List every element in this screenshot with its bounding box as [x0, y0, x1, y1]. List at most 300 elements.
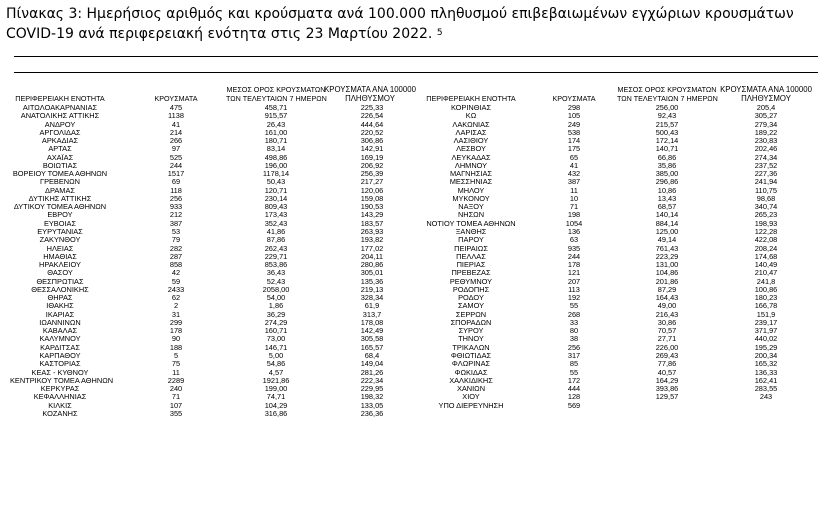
- cell-avg7d: 120,71: [264, 185, 288, 195]
- cell-region: ΑΧΑΪΑΣ: [46, 152, 74, 162]
- table-row: [0, 121, 833, 129]
- table-row: [0, 129, 833, 137]
- table-row: [0, 319, 833, 327]
- cell-region: ΝΗΣΩΝ: [457, 210, 485, 220]
- cell-cases: 31: [171, 309, 181, 319]
- table-row: [0, 269, 833, 277]
- cell-region: ΔΡΑΜΑΣ: [45, 185, 75, 195]
- table-row: [0, 410, 833, 418]
- cell-region: ΑΡΚΑΔΙΑΣ: [41, 136, 79, 146]
- cell-region: ΝΑΞΟΥ: [458, 202, 484, 212]
- cell-avg7d: 140,14: [655, 210, 679, 220]
- cell-region: ΧΙΟΥ: [462, 392, 480, 402]
- cell-region: ΙΚΑΡΙΑΣ: [45, 309, 75, 319]
- cell-region: ΙΩΑΝΝΙΝΩΝ: [39, 317, 81, 327]
- cell-per100k: 313,7: [362, 309, 382, 319]
- cell-avg7d: 164,29: [655, 375, 679, 385]
- cell-region: ΑΡΓΟΛΙΔΑΣ: [39, 127, 81, 137]
- table-row: [0, 245, 833, 253]
- table-row: [0, 228, 833, 236]
- cell-per100k: 174,68: [754, 251, 778, 261]
- cell-cases: 432: [567, 169, 581, 179]
- header-avg-right-line2: ΤΩΝ ΤΕΛΕΥΤΑΙΩΝ 7 ΗΜΕΡΩΝ: [617, 94, 718, 103]
- cell-per100k: 136,33: [754, 367, 778, 377]
- table-row: [0, 360, 833, 368]
- cell-cases: 55: [569, 301, 579, 311]
- cell-avg7d: 915,57: [264, 111, 288, 121]
- cell-cases: 59: [171, 276, 181, 286]
- cell-region: ΓΡΕΒΕΝΩΝ: [40, 177, 80, 187]
- cell-region: ΛΑΚΩΝΙΑΣ: [452, 119, 490, 129]
- cell-cases: 33: [569, 317, 579, 327]
- cell-avg7d: 196,00: [264, 160, 288, 170]
- cell-cases: 118: [170, 185, 182, 195]
- header-per100k-right-line1: ΚΡΟΥΣΜΑΤΑ ΑΝΑ 100000: [720, 85, 812, 94]
- cell-avg7d: 26,43: [266, 119, 286, 129]
- table-row: [0, 187, 833, 195]
- cell-avg7d: 54,00: [266, 293, 286, 303]
- cell-region: ΚΟΡΙΝΘΙΑΣ: [450, 103, 492, 112]
- cell-avg7d: 4,57: [268, 367, 284, 377]
- cell-per100k: 219,13: [360, 284, 384, 294]
- cell-per100k: 183,57: [360, 218, 384, 228]
- cell-cases: 65: [569, 152, 579, 162]
- cell-region: ΡΕΘΥΜΝΟΥ: [449, 276, 493, 286]
- cell-per100k: 226,54: [360, 111, 384, 121]
- table-row: [0, 369, 833, 377]
- cell-region: ΑΝΑΤΟΛΙΚΗΣ ΑΤΤΙΚΗΣ: [20, 111, 100, 121]
- cell-cases: 172: [567, 375, 581, 385]
- cell-avg7d: 296,86: [655, 177, 679, 187]
- cell-region: ΣΥΡΟΥ: [458, 326, 484, 336]
- cell-avg7d: 180,71: [264, 136, 288, 146]
- cell-region: ΚΕΑΣ - ΚΥΘΝΟΥ: [31, 367, 89, 377]
- cell-cases: 69: [171, 177, 181, 187]
- cell-region: ΚΑΣΤΟΡΙΑΣ: [39, 359, 81, 369]
- cell-region: ΔΥΤΙΚΟΥ ΤΟΜΕΑ ΑΘΗΝΩΝ: [13, 202, 107, 212]
- cell-avg7d: 41,86: [266, 226, 286, 236]
- caption-text: Πίνακας 3: Ημερήσιος αριθμός και κρούσματα ανά 100.000 πληθυσμού επιβεβαιωμένων εγχώριων κρουσμάτων COVID-19 ανά περιφερειακή ενότητα στις 23 Μαρτίου 2022.: [6, 6, 794, 42]
- cell-cases: 113: [568, 284, 580, 294]
- cell-per100k: 281,26: [360, 367, 384, 377]
- cell-avg7d: 201,86: [655, 276, 679, 286]
- cell-cases: 207: [567, 276, 581, 286]
- cell-per100k: 198,93: [754, 218, 778, 228]
- cell-avg7d: 385,00: [655, 169, 679, 179]
- cell-avg7d: 66,86: [657, 152, 677, 162]
- cell-cases: 444: [567, 384, 581, 394]
- cell-cases: 1138: [168, 111, 184, 121]
- cell-per100k: 166,78: [754, 301, 778, 311]
- cell-cases: 174: [567, 136, 581, 146]
- cell-cases: 62: [171, 293, 181, 303]
- cell-avg7d: 809,43: [264, 202, 288, 212]
- cell-avg7d: 50,43: [266, 177, 286, 187]
- cell-cases: 858: [169, 260, 183, 270]
- cell-avg7d: 104,86: [655, 268, 679, 278]
- cell-avg7d: 68,57: [657, 202, 677, 212]
- table-row: [0, 393, 833, 401]
- cell-avg7d: 87,29: [657, 284, 677, 294]
- cell-cases: 11: [172, 367, 180, 377]
- cell-avg7d: 172,14: [655, 136, 679, 146]
- cell-per100k: 274,34: [754, 152, 778, 162]
- table-row: [0, 162, 833, 170]
- cell-avg7d: 10,86: [657, 185, 677, 195]
- cell-cases: 299: [169, 317, 183, 327]
- cell-avg7d: 498,86: [264, 152, 288, 162]
- cell-avg7d: 125,00: [655, 226, 679, 236]
- cell-cases: 178: [567, 260, 581, 270]
- cell-avg7d: 161,00: [264, 127, 288, 137]
- cell-avg7d: 223,29: [655, 251, 679, 261]
- table-row: [0, 327, 833, 335]
- cell-cases: 268: [567, 309, 581, 319]
- table-row: [0, 335, 833, 343]
- cell-per100k: 305,01: [360, 268, 384, 278]
- cell-cases: 317: [567, 350, 581, 360]
- cell-cases: 2289: [167, 375, 185, 385]
- cell-cases: 71: [569, 202, 579, 212]
- cell-avg7d: 226,00: [655, 342, 679, 352]
- cell-cases: 249: [567, 119, 581, 129]
- cell-cases: 256: [169, 193, 183, 203]
- table-row: [0, 253, 833, 261]
- cell-avg7d: 129,57: [655, 392, 679, 402]
- cell-region: ΤΗΝΟΥ: [458, 334, 484, 344]
- table-row: [0, 211, 833, 219]
- cell-cases: 105: [567, 111, 581, 121]
- header-per100k-left-line1: ΚΡΟΥΣΜΑΤΑ ΑΝΑ 100000: [324, 85, 416, 94]
- cell-avg7d: 2058,00: [262, 284, 290, 294]
- cell-per100k: 239,17: [754, 317, 778, 327]
- cell-region: ΣΑΜΟΥ: [457, 301, 485, 311]
- cell-avg7d: 884,14: [655, 218, 679, 228]
- table-row: [0, 286, 833, 294]
- cell-region: ΞΑΝΘΗΣ: [455, 226, 487, 236]
- cell-region: ΠΕΙΡΑΙΩΣ: [454, 243, 488, 253]
- cell-region: ΚΕΡΚΥΡΑΣ: [40, 384, 80, 394]
- cell-avg7d: 5,00: [268, 350, 284, 360]
- cell-per100k: 61,9: [364, 301, 380, 311]
- header-cases-right: ΚΡΟΥΣΜΑΤΑ: [552, 94, 596, 103]
- cell-avg7d: 1,86: [268, 301, 284, 311]
- cell-per100k: 110,75: [754, 185, 778, 195]
- cell-cases: 244: [567, 251, 581, 261]
- table-row: [0, 203, 833, 211]
- cell-cases: 107: [169, 400, 183, 410]
- cell-per100k: 159,08: [360, 193, 384, 203]
- header-avg-left-line2: ΤΩΝ ΤΕΛΕΥΤΑΙΩΝ 7 ΗΜΕΡΩΝ: [226, 94, 327, 103]
- cell-cases: 75: [171, 359, 181, 369]
- cell-per100k: 210,47: [754, 268, 778, 278]
- cell-per100k: 140,49: [754, 260, 778, 270]
- header-avg-left: [226, 85, 326, 103]
- cell-cases: 2: [173, 301, 179, 311]
- table-row: [0, 145, 833, 153]
- cell-avg7d: 52,43: [266, 276, 286, 286]
- cell-per100k: 280,86: [360, 260, 384, 270]
- table-row: [0, 352, 833, 360]
- cell-region: ΠΙΕΡΙΑΣ: [456, 260, 486, 270]
- cell-avg7d: 131,00: [655, 260, 679, 270]
- cell-per100k: 227,36: [754, 169, 778, 179]
- cell-avg7d: 70,57: [657, 326, 677, 336]
- cell-per100k: 208,24: [754, 243, 778, 253]
- cell-per100k: 225,33: [360, 103, 384, 112]
- cell-region: ΑΡΤΑΣ: [48, 144, 72, 154]
- table-row: [0, 104, 833, 112]
- cell-per100k: 230,83: [754, 136, 778, 146]
- table-row: [0, 377, 833, 385]
- table-row: [0, 236, 833, 244]
- cell-per100k: 222,34: [360, 375, 384, 385]
- cell-per100k: 422,08: [754, 235, 778, 245]
- second-rule: [14, 72, 818, 73]
- header-per100k-right: [716, 85, 816, 103]
- cell-region: ΚΑΒΑΛΑΣ: [42, 326, 78, 336]
- cell-per100k: 236,36: [360, 408, 384, 418]
- header-avg-right: [617, 85, 717, 103]
- cell-per100k: 444,64: [360, 119, 384, 129]
- cell-region: ΜΕΣΣΗΝΙΑΣ: [449, 177, 493, 187]
- cell-region: ΒΟΡΕΙΟΥ ΤΟΜΕΑ ΑΘΗΝΩΝ: [12, 169, 108, 179]
- cell-per100k: 263,93: [360, 226, 384, 236]
- cell-avg7d: 30,86: [657, 317, 677, 327]
- cell-per100k: 202,46: [754, 144, 778, 154]
- cell-cases: 5: [173, 350, 179, 360]
- cell-avg7d: 274,29: [264, 317, 288, 327]
- cell-avg7d: 49,14: [657, 235, 677, 245]
- cell-region: ΜΥΚΟΝΟΥ: [452, 193, 490, 203]
- cell-cases: 282: [169, 243, 183, 253]
- cell-cases: 38: [569, 334, 579, 344]
- cell-cases: 41: [569, 160, 579, 170]
- cell-cases: 10: [569, 193, 579, 203]
- cell-cases: 97: [171, 144, 181, 154]
- cell-cases: 175: [567, 144, 581, 154]
- cell-per100k: 177,02: [360, 243, 384, 253]
- cell-avg7d: 1921,86: [262, 375, 290, 385]
- cell-avg7d: 146,71: [264, 342, 288, 352]
- cell-per100k: 229,95: [360, 384, 384, 394]
- cell-per100k: 178,08: [360, 317, 384, 327]
- cell-region: ΚΟΖΑΝΗΣ: [42, 408, 78, 418]
- cell-per100k: 193,82: [360, 235, 384, 245]
- cell-per100k: 198,32: [360, 392, 384, 402]
- cell-region: ΛΗΜΝΟΥ: [454, 160, 488, 170]
- cell-region: ΣΠΟΡΑΔΩΝ: [450, 317, 492, 327]
- cell-cases: 178: [169, 326, 183, 336]
- cell-cases: 71: [171, 392, 181, 402]
- cell-region: ΚΕΝΤΡΙΚΟΥ ΤΟΜΕΑ ΑΘΗΝΩΝ: [10, 375, 114, 385]
- cell-per100k: 243: [759, 392, 773, 402]
- cell-region: ΘΑΣΟΥ: [47, 268, 73, 278]
- cell-cases: 188: [169, 342, 183, 352]
- cell-avg7d: 761,43: [655, 243, 679, 253]
- cell-avg7d: 54,86: [266, 359, 286, 369]
- cell-per100k: 68,4: [364, 350, 380, 360]
- cell-region: ΦΘΙΩΤΙΔΑΣ: [450, 350, 492, 360]
- cell-avg7d: 269,43: [655, 350, 679, 360]
- cell-cases: 192: [567, 293, 581, 303]
- cell-cases: 240: [169, 384, 183, 394]
- cell-avg7d: 393,86: [655, 384, 679, 394]
- cell-avg7d: 140,71: [655, 144, 679, 154]
- cell-cases: 525: [169, 152, 183, 162]
- cell-per100k: 328,34: [360, 293, 384, 303]
- cell-cases: 266: [169, 136, 183, 146]
- cell-avg7d: 13,43: [657, 193, 677, 203]
- cell-per100k: 195,29: [754, 342, 778, 352]
- table-row: [0, 170, 833, 178]
- cell-per100k: 151,9: [756, 309, 776, 319]
- cell-cases: 1054: [565, 218, 583, 228]
- cell-per100k: 122,28: [754, 226, 778, 236]
- cell-per100k: 256,39: [360, 169, 384, 179]
- cell-region: ΗΛΕΙΑΣ: [46, 243, 74, 253]
- cell-region: ΗΜΑΘΙΑΣ: [43, 251, 77, 261]
- cell-per100k: 190,53: [360, 202, 384, 212]
- cell-cases: 475: [169, 103, 183, 112]
- cell-avg7d: 40,57: [657, 367, 677, 377]
- cell-cases: 387: [567, 177, 581, 187]
- cell-cases: 136: [567, 226, 581, 236]
- cell-region: ΧΑΝΙΩΝ: [456, 384, 486, 394]
- header-per100k-right-line2: ΠΛΗΘΥΣΜΟΥ: [741, 94, 791, 103]
- cell-avg7d: 83,14: [266, 144, 286, 154]
- table-row: [0, 402, 833, 410]
- cell-region: ΕΒΡΟΥ: [47, 210, 73, 220]
- cell-region: ΛΕΥΚΑΔΑΣ: [451, 152, 491, 162]
- cell-avg7d: 316,86: [264, 408, 288, 418]
- cell-avg7d: 36,29: [266, 309, 286, 319]
- header-per100k-left: [320, 85, 420, 103]
- cell-avg7d: 73,00: [266, 334, 286, 344]
- cell-cases: 244: [169, 160, 183, 170]
- cell-region: ΝΟΤΙΟΥ ΤΟΜΕΑ ΑΘΗΝΩΝ: [426, 218, 516, 228]
- header-region-left: ΠΕΡΙΦΕΡΕΙΑΚΗ ΕΝΟΤΗΤΑ: [15, 94, 105, 103]
- cell-cases: 121: [567, 268, 581, 278]
- cell-per100k: 283,55: [754, 384, 778, 394]
- cell-per100k: 165,32: [754, 359, 778, 369]
- cell-per100k: 142,91: [360, 144, 384, 154]
- cell-region: ΜΑΓΝΗΣΙΑΣ: [450, 169, 492, 179]
- cell-avg7d: 229,71: [264, 251, 288, 261]
- cell-per100k: 100,86: [754, 284, 778, 294]
- cell-region: ΗΡΑΚΛΕΙΟΥ: [39, 260, 81, 270]
- cell-region: ΜΗΛΟΥ: [457, 185, 485, 195]
- cell-region: ΘΕΣΠΡΩΤΙΑΣ: [36, 276, 84, 286]
- cell-per100k: 142,49: [360, 326, 384, 336]
- cell-per100k: 305,58: [360, 334, 384, 344]
- cell-avg7d: 216,43: [655, 309, 679, 319]
- cell-per100k: 189,22: [754, 127, 778, 137]
- cell-per100k: 265,23: [754, 210, 778, 220]
- cell-region: ΘΗΡΑΣ: [47, 293, 73, 303]
- cell-per100k: 200,34: [754, 350, 778, 360]
- cell-region: ΠΑΡΟΥ: [458, 235, 484, 245]
- cell-avg7d: 1178,14: [262, 169, 290, 179]
- table-row: [0, 261, 833, 269]
- table-body: [0, 104, 833, 418]
- cell-per100k: 279,34: [754, 119, 778, 129]
- cell-per100k: 306,86: [360, 136, 384, 146]
- cell-avg7d: 500,43: [655, 127, 679, 137]
- cell-per100k: 165,57: [360, 342, 384, 352]
- cell-per100k: 135,36: [360, 276, 384, 286]
- table-row: [0, 278, 833, 286]
- cell-cases: 128: [567, 392, 581, 402]
- cell-per100k: 217,27: [360, 177, 384, 187]
- top-rule: [14, 56, 818, 57]
- cell-cases: 569: [567, 400, 581, 410]
- table-row: [0, 137, 833, 145]
- cell-cases: 287: [169, 251, 183, 261]
- cell-region: ΧΑΛΚΙΔΙΚΗΣ: [449, 375, 493, 385]
- cell-per100k: 206,92: [360, 160, 384, 170]
- cell-region: ΚΕΦΑΛΛΗΝΙΑΣ: [33, 392, 87, 402]
- table-row: [0, 385, 833, 393]
- cell-region: ΛΑΡΙΣΑΣ: [455, 127, 487, 137]
- cell-cases: 387: [169, 218, 183, 228]
- cell-per100k: 143,29: [360, 210, 384, 220]
- cell-region: ΚΑΡΠΑΘΟΥ: [39, 350, 81, 360]
- cell-per100k: 237,52: [754, 160, 778, 170]
- cell-region: ΚΩ: [465, 111, 477, 121]
- cell-cases: 2433: [167, 284, 185, 294]
- cell-cases: 79: [171, 235, 181, 245]
- cell-region: ΚΙΛΚΙΣ: [48, 400, 72, 410]
- cell-avg7d: 35,86: [657, 160, 677, 170]
- cell-avg7d: 27,71: [657, 334, 677, 344]
- cell-region: ΕΥΒΟΙΑΣ: [43, 218, 77, 228]
- cell-avg7d: 87,86: [266, 235, 286, 245]
- cell-region: ΠΕΛΛΑΣ: [456, 251, 486, 261]
- cell-region: ΑΙΤΩΛΟΑΚΑΡΝΑΝΙΑΣ: [22, 103, 98, 112]
- cell-avg7d: 458,71: [264, 103, 288, 112]
- cell-avg7d: 74,71: [266, 392, 286, 402]
- cell-avg7d: 352,43: [264, 218, 288, 228]
- cell-per100k: 98,68: [756, 193, 776, 203]
- cell-avg7d: 199,00: [264, 384, 288, 394]
- header-cases-left: ΚΡΟΥΣΜΑΤΑ: [154, 94, 198, 103]
- cell-region: ΡΟΔΟΥ: [458, 293, 484, 303]
- cell-cases: 41: [171, 119, 181, 129]
- cell-cases: 55: [569, 367, 579, 377]
- cell-avg7d: 104,29: [264, 400, 288, 410]
- cell-per100k: 241,94: [754, 177, 778, 187]
- cell-region: ΔΥΤΙΚΗΣ ΑΤΤΙΚΗΣ: [28, 193, 92, 203]
- cell-per100k: 340,74: [754, 202, 778, 212]
- header-region-right: ΠΕΡΙΦΕΡΕΙΑΚΗ ΕΝΟΤΗΤΑ: [426, 94, 516, 103]
- cell-region: ΡΟΔΟΠΗΣ: [452, 284, 490, 294]
- cell-per100k: 120,06: [360, 185, 384, 195]
- cell-avg7d: 77,86: [657, 359, 677, 369]
- cell-cases: 11: [570, 185, 578, 195]
- cell-per100k: 220,52: [360, 127, 384, 137]
- cell-region: ΛΑΣΙΘΙΟΥ: [453, 136, 489, 146]
- cell-cases: 53: [171, 226, 181, 236]
- cell-cases: 214: [169, 127, 183, 137]
- cell-avg7d: 173,43: [264, 210, 288, 220]
- cell-cases: 42: [171, 268, 181, 278]
- table-row: [0, 154, 833, 162]
- cell-cases: 85: [569, 359, 579, 369]
- cell-region: ΖΑΚΥΝΘΟΥ: [39, 235, 81, 245]
- cell-cases: 80: [569, 326, 579, 336]
- cell-per100k: 371,97: [754, 326, 778, 336]
